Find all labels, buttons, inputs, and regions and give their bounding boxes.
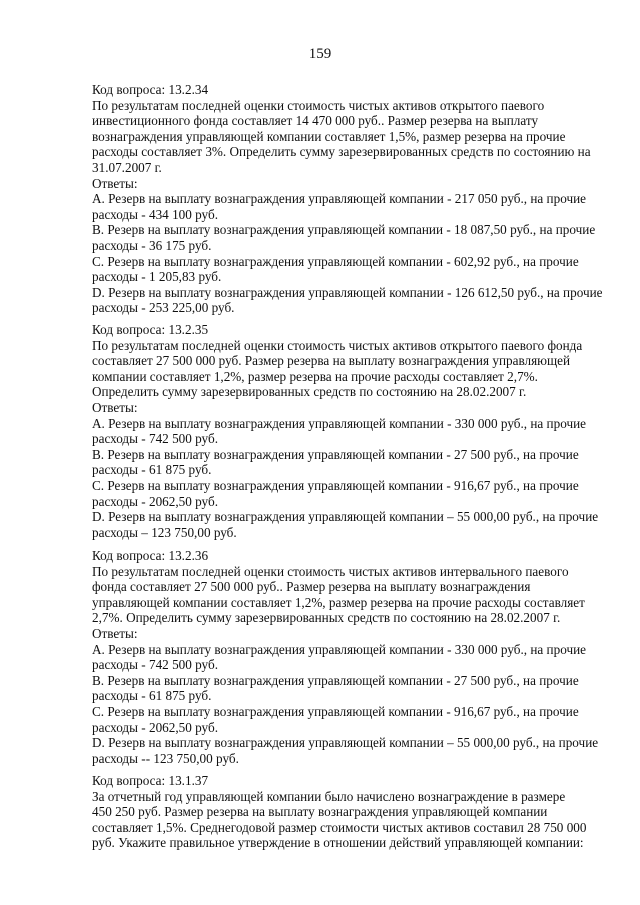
question-text-line: По результатам последней оценки стоимость чистых активов интервального паевого: [92, 563, 569, 579]
question-code: Код вопроса: 13.2.34: [92, 82, 209, 97]
question-text-line: вознаграждения управляющей компании составляет 1,5%, размер резерва на прочие: [92, 128, 566, 144]
page-number: 159: [308, 46, 332, 62]
question-text-line: По результатам последней оценки стоимость чистых активов открытого паевого фонда: [92, 337, 583, 353]
question-block: [92, 322, 599, 540]
answer-option-a-cont: расходы - 742 500 руб.: [92, 657, 218, 673]
question-text-line: Определить сумму зарезервированных средств по состоянию на 28.02.2007 г.: [92, 384, 527, 400]
question-block: [92, 82, 603, 316]
answer-option-a-cont: расходы - 434 100 руб.: [92, 206, 218, 222]
question-text-line: инвестиционного фонда составляет 14 470 000 руб.. Размер резерва на выплату: [92, 113, 539, 129]
answers-label: Ответы:: [92, 399, 138, 415]
answer-option-a: А. Резерв на выплату вознаграждения управляющей компании - 330 000 руб., на прочие: [92, 415, 587, 431]
question-block: [92, 773, 592, 851]
answers-label: Ответы:: [92, 175, 138, 191]
question-text-line: составляет 1,5%. Среднегодовой размер стоимости чистых активов составил 28 750 000: [92, 819, 587, 835]
answer-option-b-cont: расходы - 61 875 руб.: [92, 462, 212, 478]
question-code: Код вопроса: 13.2.36: [92, 548, 209, 563]
answer-option-b-cont: расходы - 61 875 руб.: [92, 688, 212, 704]
question-code: Код вопроса: 13.2.35: [92, 322, 209, 337]
answer-option-d-cont: расходы – 123 750,00 руб.: [92, 524, 237, 540]
question-code: Код вопроса: 13.1.37: [92, 773, 209, 788]
answer-option-a: А. Резерв на выплату вознаграждения управляющей компании - 330 000 руб., на прочие: [92, 641, 587, 657]
question-text-line: 31.07.2007 г.: [92, 159, 162, 175]
answer-option-b: В. Резерв на выплату вознаграждения управляющей компании - 18 087,50 руб., на прочие: [92, 222, 596, 238]
answer-option-c-cont: расходы - 1 205,83 руб.: [92, 269, 222, 285]
answer-option-a-cont: расходы - 742 500 руб.: [92, 431, 218, 447]
answer-option-c: С. Резерв на выплату вознаграждения управляющей компании - 916,67 руб., на прочие: [92, 703, 579, 719]
answer-option-b: В. Резерв на выплату вознаграждения управляющей компании - 27 500 руб., на прочие: [92, 446, 579, 462]
question-block: [92, 548, 599, 766]
answer-option-b-cont: расходы - 36 175 руб.: [92, 237, 212, 253]
question-text-line: 2,7%. Определить сумму зарезервированных средств по состоянию на 28.02.2007 г.: [92, 610, 561, 626]
answer-option-b: В. Резерв на выплату вознаграждения управляющей компании - 27 500 руб., на прочие: [92, 672, 579, 688]
answer-option-d: D. Резерв на выплату вознаграждения управляющей компании – 55 000,00 руб., на прочие: [92, 735, 599, 751]
question-text-line: расходы составляет 3%. Определить сумму зарезервированных средств по состоянию на: [92, 144, 591, 160]
answer-option-d-cont: расходы -- 123 750,00 руб.: [92, 750, 239, 766]
question-text-line: По результатам последней оценки стоимость чистых активов открытого паевого: [92, 97, 545, 113]
question-text-line: фонда составляет 27 500 000 руб.. Размер резерва на выплату вознаграждения: [92, 579, 531, 595]
answer-option-d: D. Резерв на выплату вознаграждения управляющей компании – 55 000,00 руб., на прочие: [92, 509, 599, 525]
answer-option-c-cont: расходы - 2062,50 руб.: [92, 719, 218, 735]
question-text-line: составляет 27 500 000 руб. Размер резерва на выплату вознаграждения управляющей: [92, 353, 571, 369]
answer-option-c: С. Резерв на выплату вознаграждения управляющей компании - 916,67 руб., на прочие: [92, 477, 579, 493]
answer-option-d-cont: расходы - 253 225,00 руб.: [92, 300, 235, 316]
answer-option-d: D. Резерв на выплату вознаграждения управляющей компании - 126 612,50 руб., на прочие: [92, 284, 603, 300]
question-text-line: руб. Укажите правильное утверждение в отношении действий управляющей компании:: [92, 835, 584, 851]
answer-option-c-cont: расходы - 2062,50 руб.: [92, 493, 218, 509]
question-text-line: За отчетный год управляющей компании было начислено вознаграждение в размере: [92, 788, 566, 804]
question-text-line: компании составляет 1,2%, размер резерва на прочие расходы составляет 2,7%.: [92, 368, 538, 384]
question-text-line: 450 250 руб. Размер резерва на выплату вознаграждения управляющей компании: [92, 804, 548, 820]
question-text-line: управляющей компании составляет 1,2%, размер резерва на прочие расходы составляет: [92, 594, 585, 610]
answers-label: Ответы:: [92, 625, 138, 641]
answer-option-a: А. Резерв на выплату вознаграждения управляющей компании - 217 050 руб., на прочие: [92, 191, 587, 207]
answer-option-c: С. Резерв на выплату вознаграждения управляющей компании - 602,92 руб., на прочие: [92, 253, 579, 269]
